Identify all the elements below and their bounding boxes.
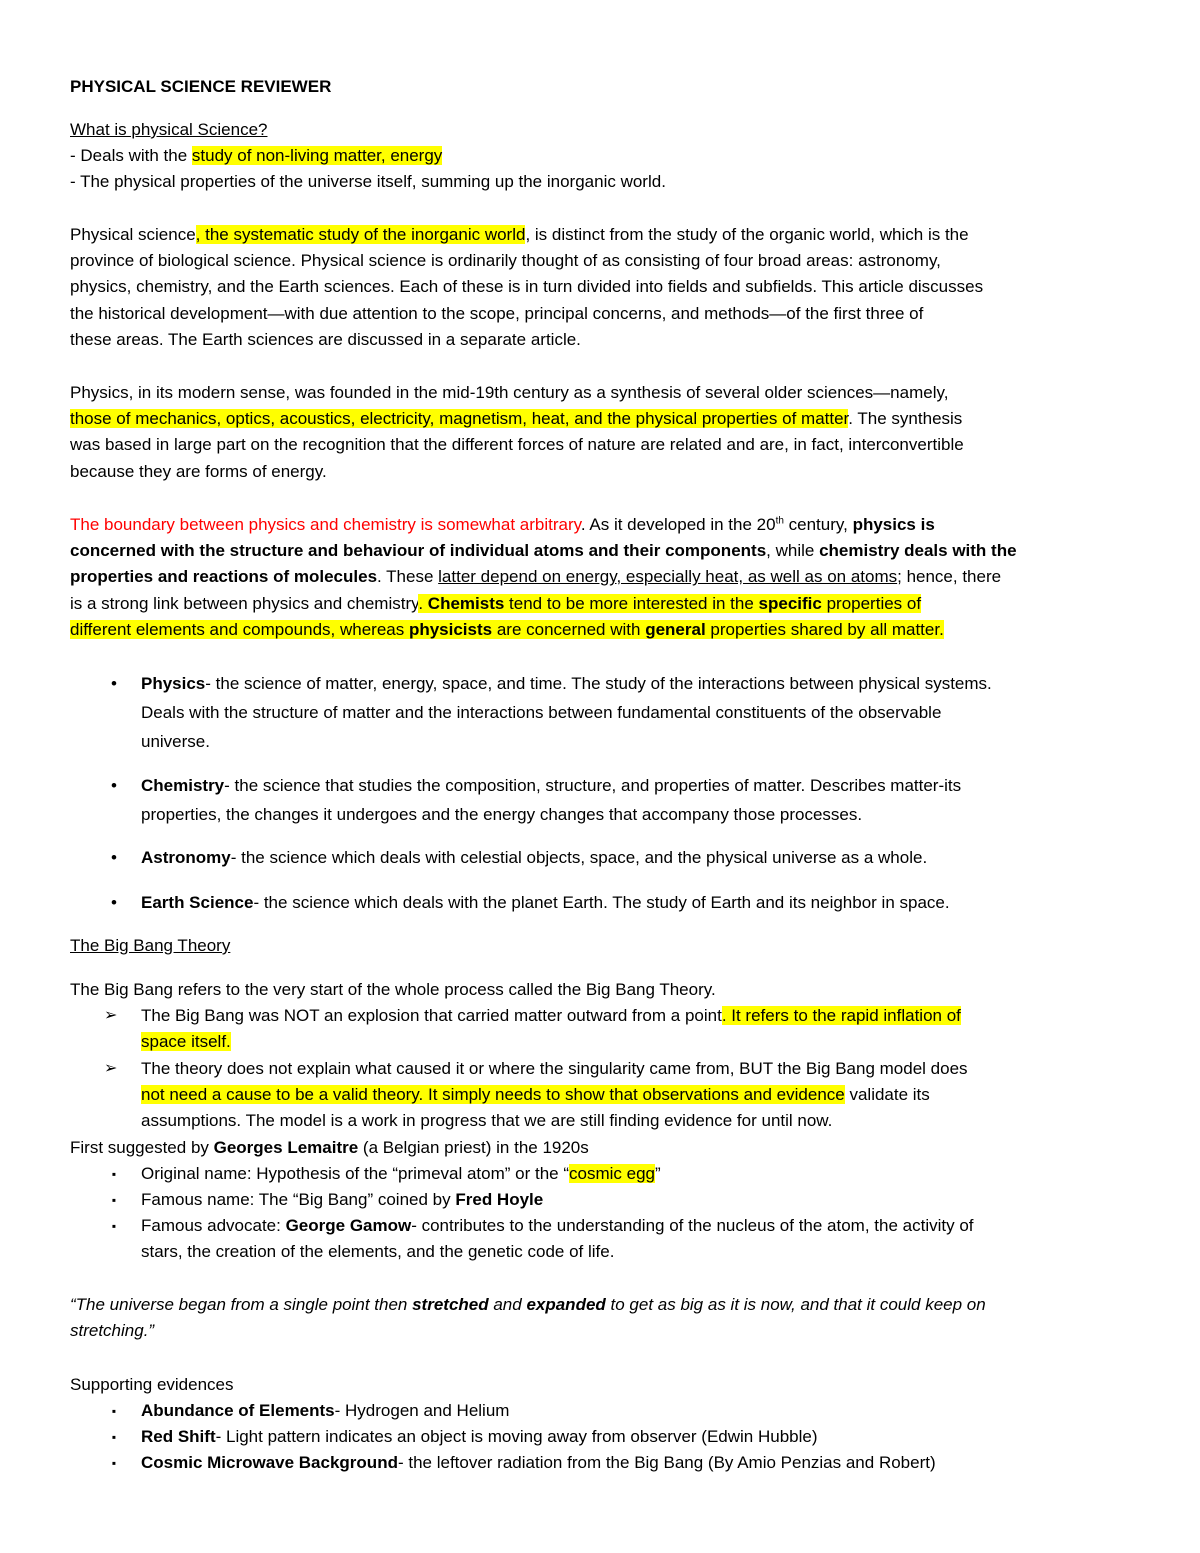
branch-term: Chemistry [141,776,225,795]
text-line [141,1213,974,1239]
text-run: tend to be more interested in the [504,593,759,613]
highlighted-text: cosmic egg [569,1164,655,1183]
text-line [70,512,1132,538]
branch-term: Physics [141,674,206,693]
text-run: properties of [821,593,922,613]
text-line [141,1003,961,1029]
text-line [70,564,1132,590]
highlighted-text [418,594,921,613]
bold-text: concerned with the structure and behaviour of individual atoms and their components [70,541,767,561]
text-line [141,1398,509,1424]
highlighted-text: study of non-living matter, energy [191,146,443,165]
universe-quote [70,1292,1132,1344]
evidence-term: Cosmic Microwave Background [141,1453,398,1472]
highlighted-text: . It refers to the rapid inflation of [721,1006,961,1025]
square-bullet-icon: ▪ [111,1404,117,1418]
famous-advocate-item [141,1213,974,1265]
highlighted-text: , the systematic study of the inorganic world [195,225,526,244]
text-line: province of biological science. Physical science is ordinarily thought of as consisting of four broad areas: astronomy, [70,251,941,271]
bold-text: Fred Hoyle [455,1190,544,1209]
branch-description: - the science which deals with the planet Earth. The study of Earth and its neighbor in space. [253,893,950,912]
definition-line-2: - The physical properties of the universe itself, summing up the inorganic world. [70,172,666,191]
branch-description: - the science which deals with celestial objects, space, and the physical universe as a whole. [230,848,928,867]
square-bullet-icon: ▪ [111,1456,117,1470]
document-title: PHYSICAL SCIENCE REVIEWER [70,77,332,96]
text-run: ; hence, there [897,567,1002,587]
text-run: to get as big as it is now, and that it could keep on [605,1295,986,1314]
big-bang-intro: The Big Bang refers to the very start of the whole process called the Big Bang Theory. [70,980,716,999]
text-line: physics, chemistry, and the Earth sciences. Each of these is in turn divided into fields and subfields. This article discusses [70,277,984,297]
text-line [70,538,1132,564]
text-line [141,1424,818,1450]
text-line: the historical development—with due attention to the scope, principal concerns, and methods—of the first three of [70,303,924,323]
text-line [141,771,961,800]
branch-description: - the science that studies the composition, structure, and properties of matter. Describes matter-its [224,776,962,795]
text-line [141,888,950,917]
bold-text: chemistry deals with the [819,541,1017,561]
supporting-evidences-heading: Supporting evidences [70,1375,234,1394]
square-bullet-icon: ▪ [111,1219,117,1233]
paragraph-physical-science [70,222,1132,353]
big-bang-point-2 [141,1056,968,1135]
text-run: - Deals with the [70,146,192,165]
text-run: , while [766,541,820,561]
text-run: different elements and compounds, whereas [70,619,409,639]
text-run: Famous name: The “Big Bang” coined by [141,1190,456,1209]
branch-item-physics [141,669,992,756]
text-run: , is distinct from the study of the organic world, which is the [525,225,969,244]
bold-text: physics is [852,515,935,534]
text-run: Famous advocate: [141,1216,286,1235]
evidence-item-cmb [141,1450,936,1476]
branch-term: Earth Science [141,893,254,912]
bold-text: stretched [412,1295,489,1314]
superscript: th [775,515,784,527]
paragraph-physics-chemistry-boundary [70,512,1132,643]
red-text: The boundary between physics and chemistry is somewhat arbitrary [70,515,581,534]
text-line: stretching.” [70,1321,155,1341]
square-bullet-icon: ▪ [111,1167,117,1181]
evidence-description: - Hydrogen and Helium [334,1401,510,1420]
text-line: Deals with the structure of matter and the interactions between fundamental constituents of the observable [141,703,942,722]
text-run: Original name: Hypothesis of the “primeval atom” or the “ [141,1164,570,1183]
text-run: “The universe began from a single point then [70,1295,413,1314]
text-line [70,406,1132,432]
text-line [70,591,1132,617]
branch-item-chemistry [141,771,961,829]
text-line [70,1292,1132,1318]
bold-text: properties and reactions of molecules [70,567,378,587]
text-line [141,1187,543,1213]
bullet-icon: • [111,893,117,912]
original-name-item [141,1161,661,1187]
evidence-item-red-shift [141,1424,818,1450]
branch-description: - the science of matter, energy, space, and time. The study of the interactions between physical systems. [205,674,992,693]
bullet-icon: • [111,674,117,693]
text-run: The Big Bang was NOT an explosion that carried matter outward from a point [141,1006,722,1025]
text-run: are concerned with [492,619,646,639]
text-run: . [418,593,428,613]
arrow-bullet-icon: ➢ [104,1007,118,1024]
underlined-text: latter depend on energy, especially heat, as well as on atoms [438,567,898,587]
evidence-description: - the leftover radiation from the Big Bang (By Amio Penzias and Robert) [397,1453,936,1472]
text-run: First suggested by [70,1138,214,1157]
text-run: validate its [844,1085,930,1105]
bold-text: Chemists [427,593,505,613]
section-heading-what-is: What is physical Science? [70,120,268,139]
text-line [141,1450,936,1476]
bold-text: Georges Lemaitre [213,1138,359,1157]
text-run: . These [377,567,439,587]
evidence-item-abundance [141,1398,509,1424]
text-line: these areas. The Earth sciences are discussed in a separate article. [70,329,581,349]
section-heading-big-bang: The Big Bang Theory [70,936,231,955]
text-run: - contributes to the understanding of the nucleus of the atom, the activity of [411,1216,974,1235]
branch-item-astronomy [141,843,927,872]
evidence-term: Red Shift [141,1427,216,1446]
square-bullet-icon: ▪ [111,1193,117,1207]
text-line: universe. [141,732,210,751]
paragraph-physics-history [70,380,1132,485]
text-run: . The synthesis [848,409,963,429]
text-line [141,1082,968,1108]
branch-item-earth-science [141,888,950,917]
highlighted-text [70,620,944,639]
text-line: The theory does not explain what caused it or where the singularity came from, BUT the Big Bang model does [141,1059,968,1078]
bold-text: physicists [408,619,493,639]
text-line: assumptions. The model is a work in progress that we are still finding evidence for until now. [141,1111,833,1131]
bold-text: general [645,619,706,639]
first-suggested-line [70,1135,589,1161]
text-line [70,222,1132,248]
evidence-term: Abundance of Elements [141,1401,335,1420]
highlighted-text: space itself. [141,1032,231,1052]
text-run: is a strong link between physics and chemistry [70,593,419,613]
text-line: was based in large part on the recognition that the different forces of nature are related and are, in fact, interconvertible [70,435,964,455]
text-run: ” [655,1164,661,1183]
text-run: properties shared by all matter. [705,619,944,639]
text-line [141,843,927,872]
square-bullet-icon: ▪ [111,1430,117,1444]
text-run: (a Belgian priest) in the 1920s [358,1138,589,1157]
big-bang-point-1 [141,1003,961,1055]
text-line [141,669,992,698]
text-run: . As it developed in the 20 [580,515,776,534]
text-line: properties, the changes it undergoes and the energy changes that accompany those processes. [141,805,863,824]
bold-text: George Gamow [285,1216,412,1235]
text-line [141,1029,961,1055]
definition-line-1 [70,143,442,169]
bullet-icon: • [111,848,117,867]
text-line: Physics, in its modern sense, was founded in the mid-19th century as a synthesis of several older sciences—namely, [70,383,949,402]
branch-term: Astronomy [141,848,231,867]
highlighted-text: not need a cause to be a valid theory. It simply needs to show that observations and evidence [141,1085,845,1105]
bold-text: specific [758,593,822,613]
highlighted-text: those of mechanics, optics, acoustics, electricity, magnetism, heat, and the physical properties of matter [70,409,849,429]
text-run: century, [783,515,853,534]
text-line: because they are forms of energy. [70,461,327,481]
evidence-description: - Light pattern indicates an object is moving away from observer (Edwin Hubble) [215,1427,818,1446]
bullet-icon: • [111,776,117,795]
text-line: stars, the creation of the elements, and the genetic code of life. [141,1242,615,1262]
text-line [70,617,1132,643]
famous-name-item [141,1187,543,1213]
text-line [141,1161,661,1187]
text-run: and [488,1295,527,1314]
bold-text: expanded [526,1295,606,1314]
text-run: Physical science [70,225,196,244]
arrow-bullet-icon: ➢ [104,1060,118,1077]
